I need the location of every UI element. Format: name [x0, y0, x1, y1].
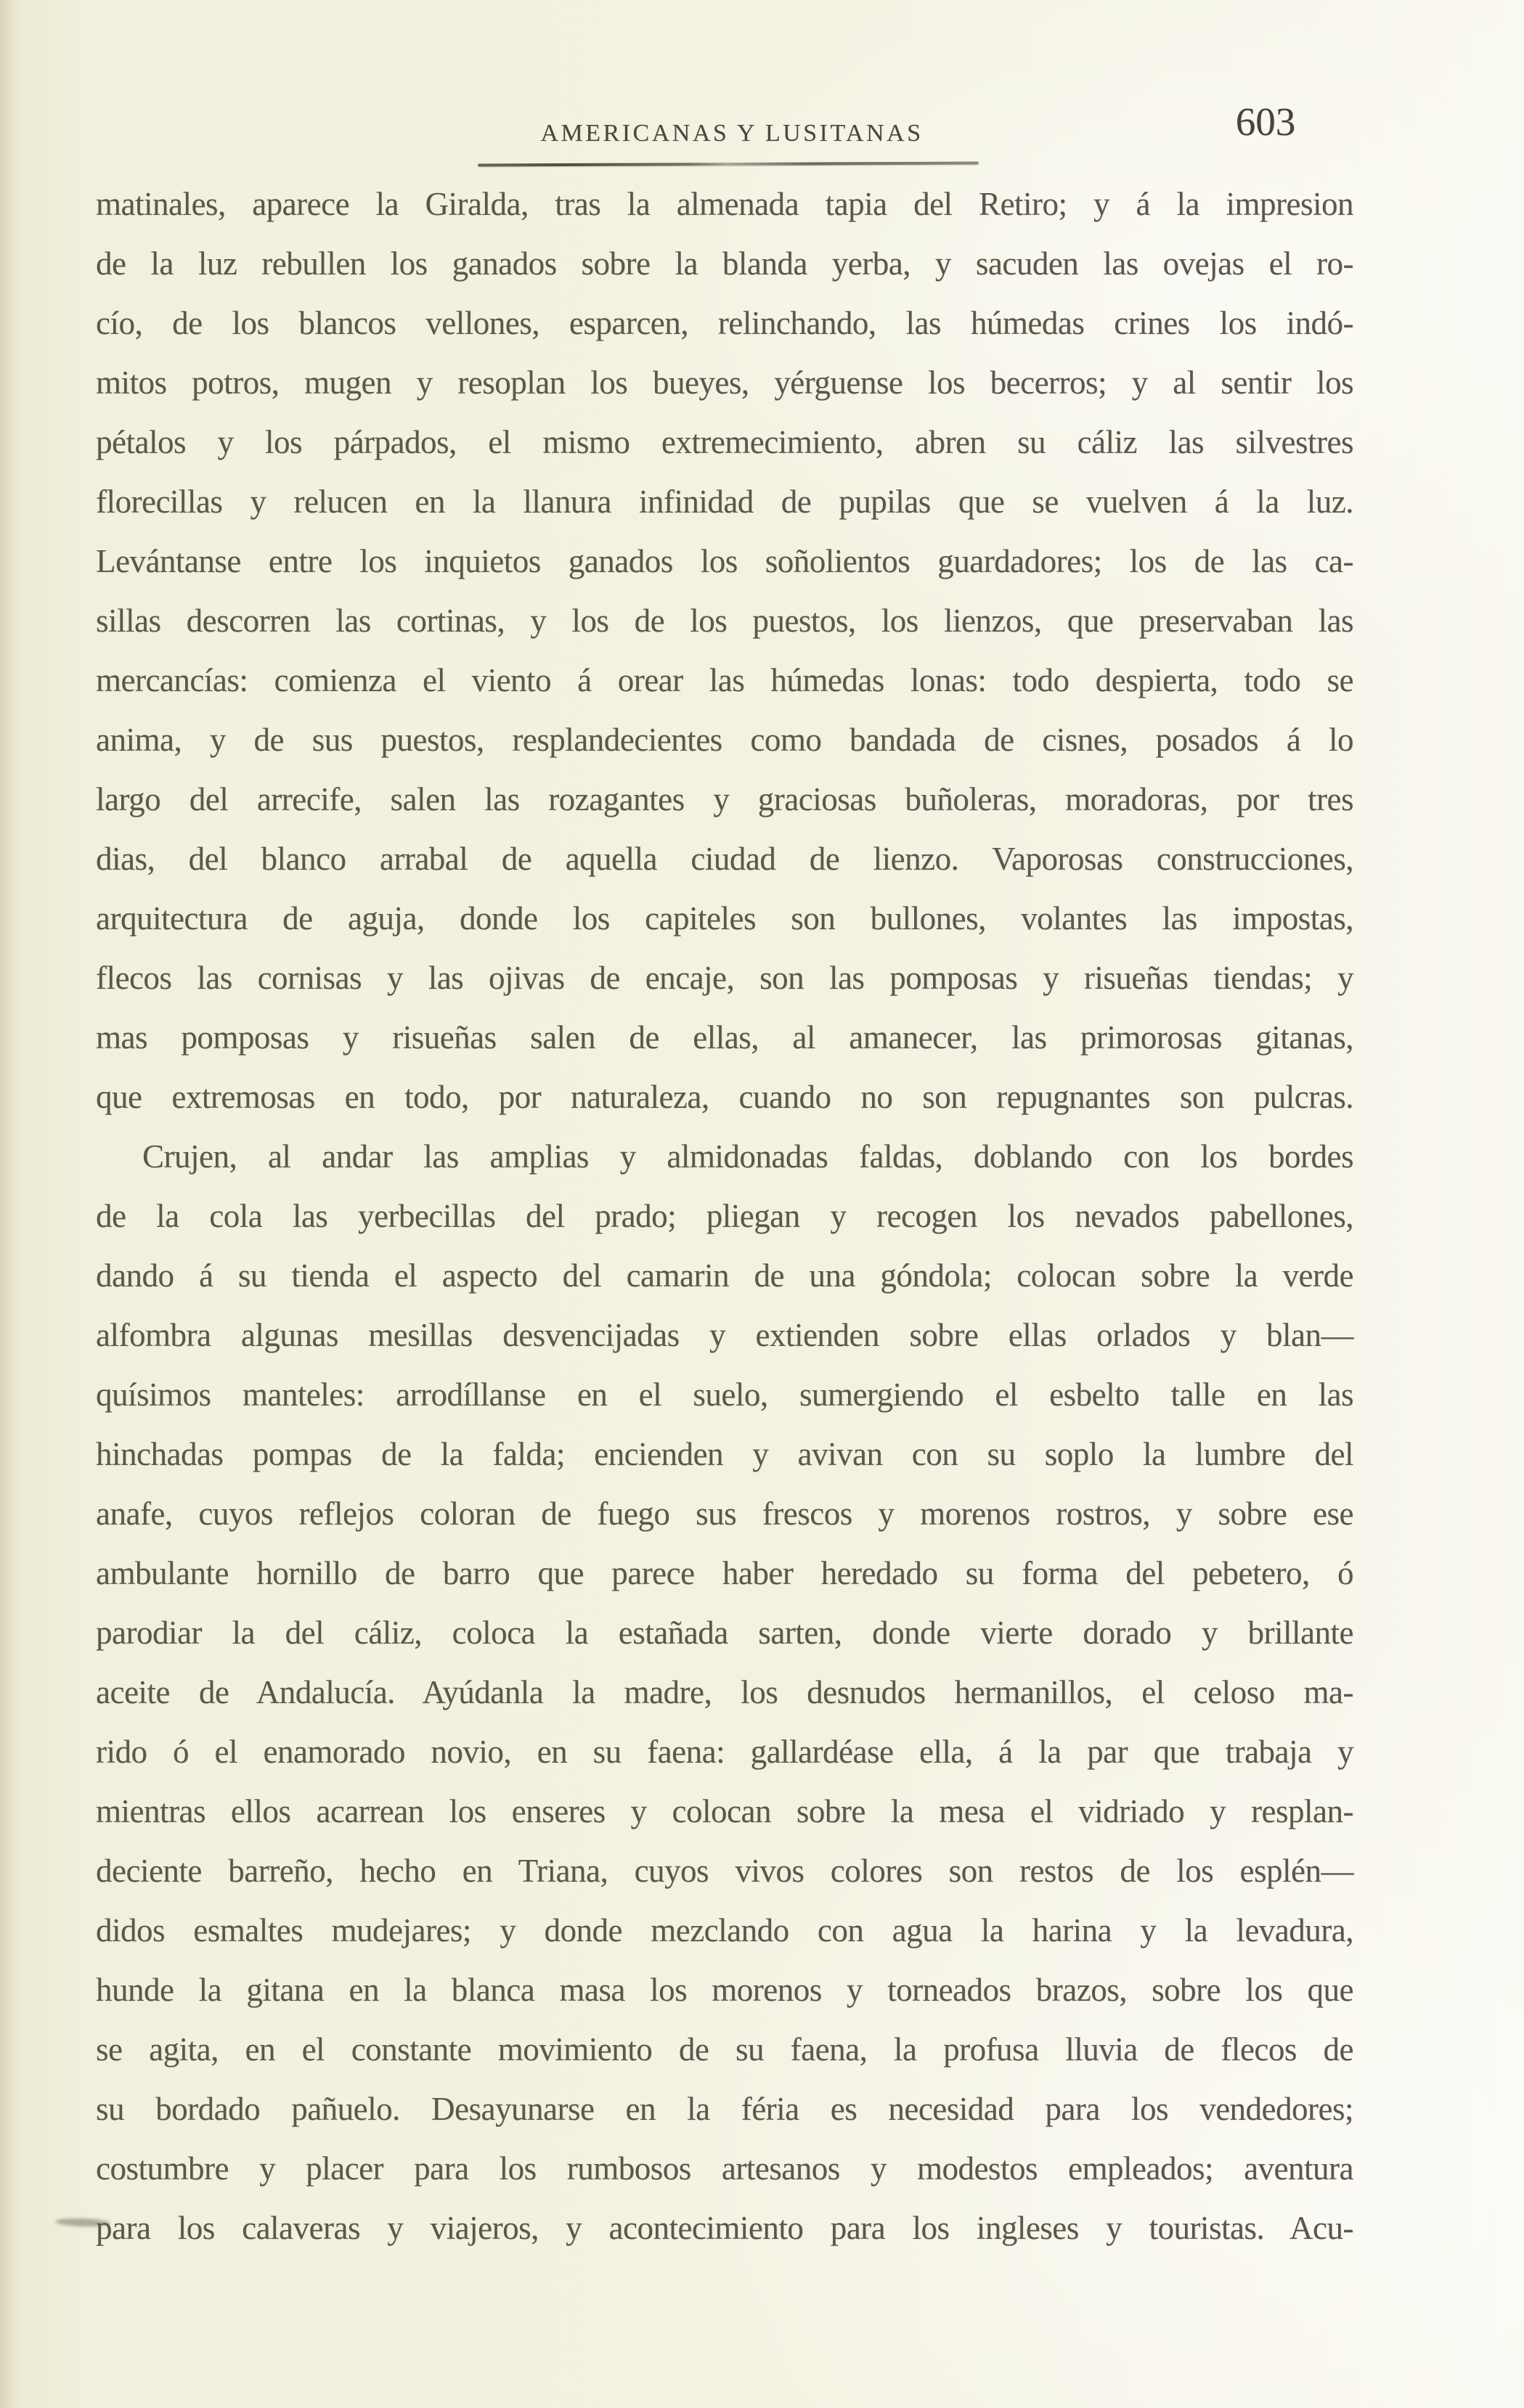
text-line: quísimos manteles: arrodíllanse en el suelo, sumergiendo el esbelto talle en las: [96, 1376, 1353, 1413]
text-line: sillas descorren las cortinas, y los de los puestos, los lienzos, que preservaban las: [96, 603, 1353, 639]
text-line: su bordado pañuelo. Desayunarse en la féria es necesidad para los vendedores;: [96, 2091, 1353, 2127]
text-line: anafe, cuyos reflejos coloran de fuego sus frescos y morenos rostros, y sobre ese: [96, 1495, 1353, 1532]
text-line: costumbre y placer para los rumbosos artesanos y modestos empleados; aventura: [96, 2150, 1353, 2187]
text-line: mas pomposas y risueñas salen de ellas, al amanecer, las primorosas gitanas,: [96, 1019, 1353, 1056]
text-line: didos esmaltes mudejares; y donde mezclando con agua la harina y la levadura,: [96, 1912, 1353, 1948]
text-line: mitos potros, mugen y resoplan los bueyes, yérguense los becerros; y al sentir los: [96, 364, 1353, 401]
text-line: de la cola las yerbecillas del prado; pliegan y recogen los nevados pabellones,: [96, 1198, 1353, 1234]
text-line: parodiar la del cáliz, coloca la estañada sarten, donde vierte dorado y brillante: [96, 1615, 1353, 1651]
page-left-edge-shade: [0, 0, 19, 2408]
text-line: pétalos y los párpados, el mismo extremecimiento, abren su cáliz las silvestres: [96, 424, 1353, 460]
text-line: hunde la gitana en la blanca masa los morenos y torneados brazos, sobre los que: [96, 1972, 1353, 2008]
text-line: Levántanse entre los inquietos ganados los soñolientos guardadores; los de las ca-: [96, 543, 1353, 579]
text-line: ambulante hornillo de barro que parece haber heredado su forma del pebetero, ó: [96, 1555, 1353, 1591]
body-text-block: [96, 174, 1353, 2258]
text-line: se agita, en el constante movimiento de su faena, la profusa lluvia de flecos de: [96, 2031, 1353, 2068]
text-line: aceite de Andalucía. Ayúdanla la madre, los desnudos hermanillos, el celoso ma-: [96, 1674, 1353, 1710]
running-header-title: AMERICANAS Y LUSITANAS: [540, 120, 924, 147]
text-line: flecos las cornisas y las ojivas de encaje, son las pomposas y risueñas tiendas; y: [96, 960, 1353, 996]
text-line: dando á su tienda el aspecto del camarin de una góndola; colocan sobre la verde: [96, 1257, 1353, 1294]
page-number: 603: [1235, 99, 1296, 144]
text-line: Crujen, al andar las amplias y almidonadas faldas, doblando con los bordes: [142, 1138, 1353, 1175]
text-line: hinchadas pompas de la falda; encienden y avivan con su soplo la lumbre del: [96, 1436, 1353, 1472]
header-rule: [478, 161, 979, 166]
text-line: arquitectura de aguja, donde los capiteles son bullones, volantes las impostas,: [96, 900, 1353, 936]
text-line: alfombra algunas mesillas desvencijadas y extienden sobre ellas orlados y blan—: [96, 1317, 1353, 1353]
text-line: largo del arrecife, salen las rozagantes y graciosas buñoleras, moradoras, por tres: [96, 781, 1353, 817]
text-line: que extremosas en todo, por naturaleza, cuando no son repugnantes son pulcras.: [96, 1079, 1353, 1115]
text-line: para los calaveras y viajeros, y acontecimiento para los ingleses y touristas. Acu-: [96, 2210, 1353, 2246]
text-line: mercancías: comienza el viento á orear las húmedas lonas: todo despierta, todo se: [96, 662, 1353, 698]
text-line: dias, del blanco arrabal de aquella ciudad de lienzo. Vaporosas construcciones,: [96, 841, 1353, 877]
text-line: florecillas y relucen en la llanura infinidad de pupilas que se vuelven á la luz.: [96, 483, 1353, 520]
text-line: de la luz rebullen los ganados sobre la blanda yerba, y sacuden las ovejas el ro-: [96, 245, 1353, 282]
text-line: rido ó el enamorado novio, en su faena: gallardéase ella, á la par que trabaja y: [96, 1734, 1353, 1770]
text-line: cío, de los blancos vellones, esparcen, relinchando, las húmedas crines los indó-: [96, 305, 1353, 341]
text-line: mientras ellos acarrean los enseres y colocan sobre la mesa el vidriado y resplan-: [96, 1793, 1353, 1829]
text-line: matinales, aparece la Giralda, tras la almenada tapia del Retiro; y á la impresion: [96, 186, 1353, 222]
text-line: anima, y de sus puestos, resplandecientes como bandada de cisnes, posados á lo: [96, 722, 1353, 758]
text-line: deciente barreño, hecho en Triana, cuyos vivos colores son restos de los esplén—: [96, 1853, 1353, 1889]
